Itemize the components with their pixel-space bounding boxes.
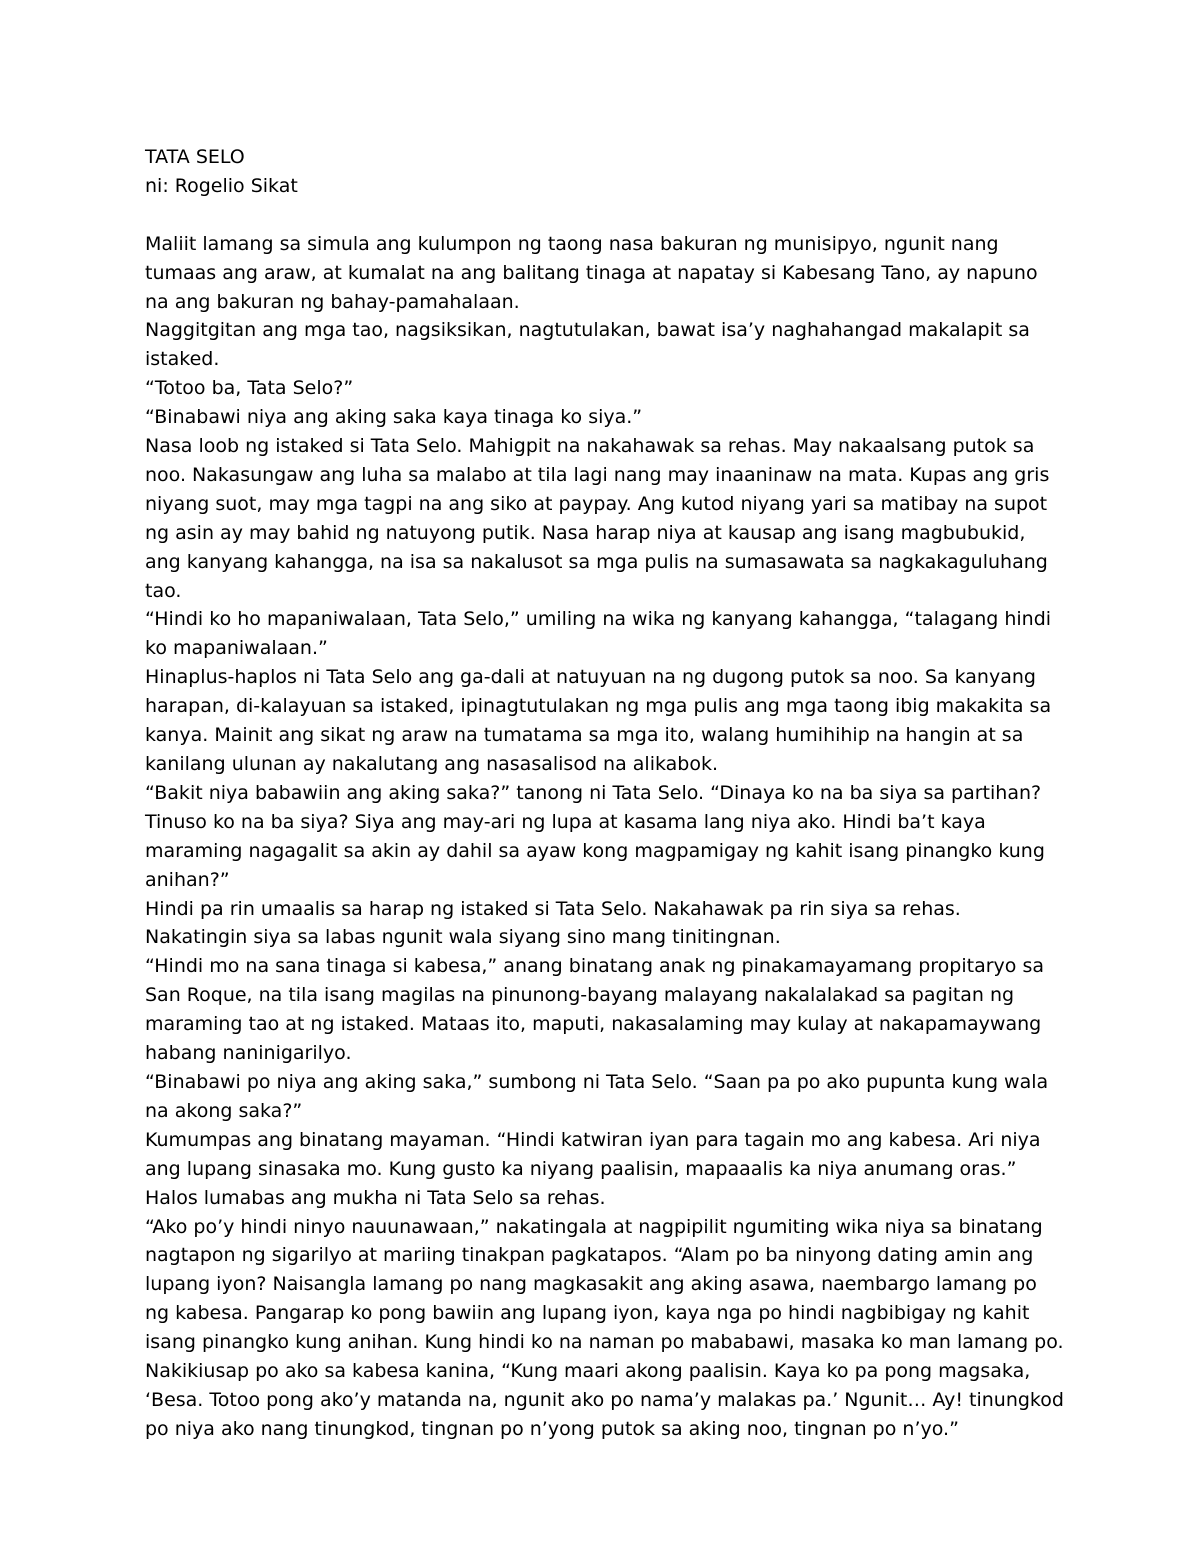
paragraph: “Ako po’y hindi ninyo nauunawaan,” nakatingala at nagpipilit ngumiting wika niya sa binatang nagtapon ng sigarilyo at mariing tinakpan pagkatapos. “Alam po ba ninyong dating amin ang lupang iyon? Naisangla lamang po nang magkasakit ang aking asawa, naembargo lamang po ng kabesa. Pangarap ko pong bawiin ang lupang iyon, kaya nga po hindi nagbibigay ng kahit isang pinangko kung anihan. Kung hindi ko na naman po mababawi, masaka ko man lamang po. Nakikiusap po ako sa kabesa kanina, “Kung maari akong paalisin. Kaya ko pa pong magsaka, ‘Besa. Totoo pong ako’y matanda na, ngunit ako po nama’y malakas pa.’ Ngunit… Ay! tinungkod po niya ako nang tinungkod, tingnan po n’yong putok sa aking noo, tingnan po n’yo.” <box>145 1215 1064 1440</box>
document-author: ni: Rogelio Sikat <box>145 174 298 197</box>
paragraph: Nasa loob ng istaked si Tata Selo. Mahigpit na nakahawak sa rehas. May nakaalsang putok sa noo. Nakasungaw ang luha sa malabo at tila lagi nang may inaaninaw na mata. Kupas ang gris niyang suot, may mga tagpi na ang siko at paypay. Ang kutod niyang yari sa matibay na supot ng asin ay may bahid ng natuyong putik. Nasa harap niya at kausap ang isang magbubukid, ang kanyang kahangga, na isa sa nakalusot sa mga pulis na sumasawata sa nagkakaguluhang tao. <box>145 435 1050 602</box>
document-title: TATA SELO <box>145 146 245 168</box>
paragraph: “Totoo ba, Tata Selo?” <box>145 377 354 400</box>
paragraph: “Hindi mo na sana tinaga si kabesa,” anang binatang anak ng pinakamayamang propitaryo sa San Roque, na tila isang magilas na pinunong-bayang malayang nakalalakad sa pagitan ng maraming tao at ng istaked. Mataas ito, maputi, nakasalaming may kulay at nakapamaywang habang naninigarilyo. <box>145 955 1044 1065</box>
paragraph: “Binabawi po niya ang aking saka,” sumbong ni Tata Selo. “Saan pa po ako pupunta kung wala na akong saka?” <box>145 1070 1049 1122</box>
paragraph: “Bakit niya babawiin ang aking saka?” tanong ni Tata Selo. “Dinaya ko na ba siya sa partihan? Tinuso ko na ba siya? Siya ang may-ari ng lupa at kasama lang niya ako. Hindi ba’t kaya maraming nagagalit sa akin ay dahil sa ayaw kong magpamigay ng kahit isang pinangko kung anihan?” <box>145 781 1045 891</box>
paragraph: Hinaplus-haplos ni Tata Selo ang ga-dali at natuyuan na ng dugong putok sa noo. Sa kanyang harapan, di-kalayuan sa istaked, ipinagtutulakan ng mga pulis ang mga taong ibig makakita sa kanya. Mainit ang sikat ng araw na tumatama sa mga ito, walang humihihip na hangin at sa kanilang ulunan ay nakalutang ang nasasalisod na alikabok. <box>145 666 1052 776</box>
paragraph: “Binabawi niya ang aking saka kaya tinaga ko siya.” <box>145 406 643 429</box>
paragraph: Naggitgitan ang mga tao, nagsiksikan, nagtutulakan, bawat isa’y naghahangad makalapit sa istaked. <box>145 319 1030 371</box>
paragraph: Hindi pa rin umaalis sa harap ng istaked si Tata Selo. Nakahawak pa rin siya sa rehas. Nakatingin siya sa labas ngunit wala siyang sino mang tinitingnan. <box>145 897 961 949</box>
document-body <box>145 143 1065 1444</box>
paragraph: “Hindi ko ho mapaniwalaan, Tata Selo,” umiling na wika ng kanyang kahangga, “talagang hindi ko mapaniwalaan.” <box>145 608 1052 660</box>
paragraph: Halos lumabas ang mukha ni Tata Selo sa rehas. <box>145 1186 606 1209</box>
blank-line <box>145 201 1065 230</box>
paragraph: Maliit lamang sa simula ang kulumpon ng taong nasa bakuran ng munisipyo, ngunit nang tumaas ang araw, at kumalat na ang balitang tinaga at napatay si Kabesang Tano, ay napuno na ang bakuran ng bahay-pamahalaan. <box>145 232 1038 313</box>
paragraph: Kumumpas ang binatang mayaman. “Hindi katwiran iyan para tagain mo ang kabesa. Ari niya ang lupang sinasaka mo. Kung gusto ka niyang paalisin, mapaaalis ka niya anumang oras.” <box>145 1128 1041 1180</box>
